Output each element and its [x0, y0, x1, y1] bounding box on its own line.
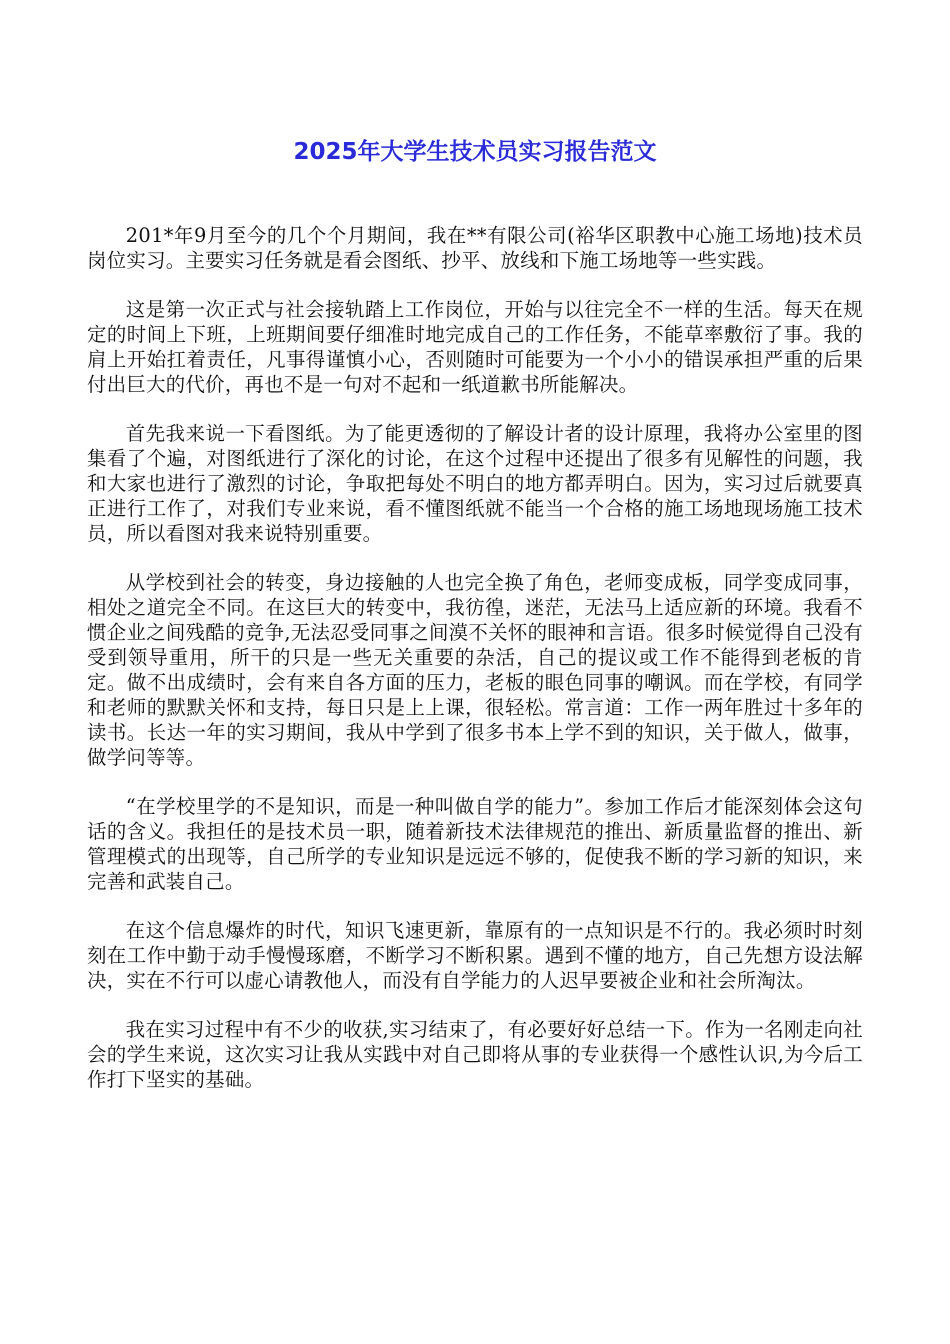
- paragraph-1: 201*年9月至今的几个个月期间，我在**有限公司(裕华区职教中心施工场地)技术员岗位实习。主要实习任务就是看会图纸、抄平、放线和下施工场地等一些实践。: [87, 224, 863, 272]
- paragraph-4: 从学校到社会的转变，身边接触的人也完全换了角色，老师变成板，同学变成同事，相处之道完全不同。在这巨大的转变中，我彷徨，迷茫，无法马上适应新的环境。我看不惯企业之间残酷的竞争,无法忍受同事之间漠不关怀的眼神和言语。很多时候觉得自己没有受到领导重用，所干的只是一些无关重要的杂活，自己的提议或工作不能得到老板的肯定。做不出成绩时，会有来自各方面的压力，老板的眼色同事的嘲讽。而在学校，有同学和老师的默默关怀和支持，每日只是上上课，很轻松。常言道：工作一两年胜过十多年的读书。长达一年的实习期间，我从中学到了很多书本上学不到的知识，关于做人，做事，做学问等等。: [87, 571, 863, 769]
- document-body: [87, 223, 863, 1116]
- paragraph-6: 在这个信息爆炸的时代，知识飞速更新，靠原有的一点知识是不行的。我必须时时刻刻在工作中勤于动手慢慢琢磨，不断学习不断积累。遇到不懂的地方，自己先想方设法解决，实在不行可以虚心请教他人，而没有自学能力的人迟早要被企业和社会所淘汰。: [87, 919, 863, 992]
- paragraph-7: 我在实习过程中有不少的收获,实习结束了，有必要好好总结一下。作为一名刚走向社会的学生来说，这次实习让我从实践中对自己即将从事的专业获得一个感性认识,为今后工作打下坚实的基础。: [87, 1018, 863, 1091]
- paragraph-5: “在学校里学的不是知识，而是一种叫做自学的能力”。参加工作后才能深刻体会这句话的含义。我担任的是技术员一职，随着新技术法律规范的推出、新质量监督的推出、新管理模式的出现等，自己所学的专业知识是远远不够的，促使我不断的学习新的知识，来完善和武装自己。: [87, 795, 863, 893]
- paragraph-2: 这是第一次正式与社会接轨踏上工作岗位，开始与以往完全不一样的生活。每天在规定的时间上下班，上班期间要仔细准时地完成自己的工作任务，不能草率敷衍了事。我的肩上开始扛着责任，凡事得谨慎小心，否则随时可能要为一个小小的错误承担严重的后果付出巨大的代价，再也不是一句对不起和一纸道歉书所能解决。: [87, 298, 863, 396]
- document-title: 2025年大学生技术员实习报告范文: [293, 139, 657, 165]
- paragraph-3: 首先我来说一下看图纸。为了能更透彻的了解设计者的设计原理，我将办公室里的图集看了个遍，对图纸进行了深化的讨论，在这个过程中还提出了很多有见解性的问题，我和大家也进行了激烈的讨论，争取把每处不明白的地方都弄明白。因为，实习过后就要真正进行工作了，对我们专业来说，看不懂图纸就不能当一个合格的施工场地现场施工技术员，所以看图对我来说特别重要。: [87, 422, 863, 545]
